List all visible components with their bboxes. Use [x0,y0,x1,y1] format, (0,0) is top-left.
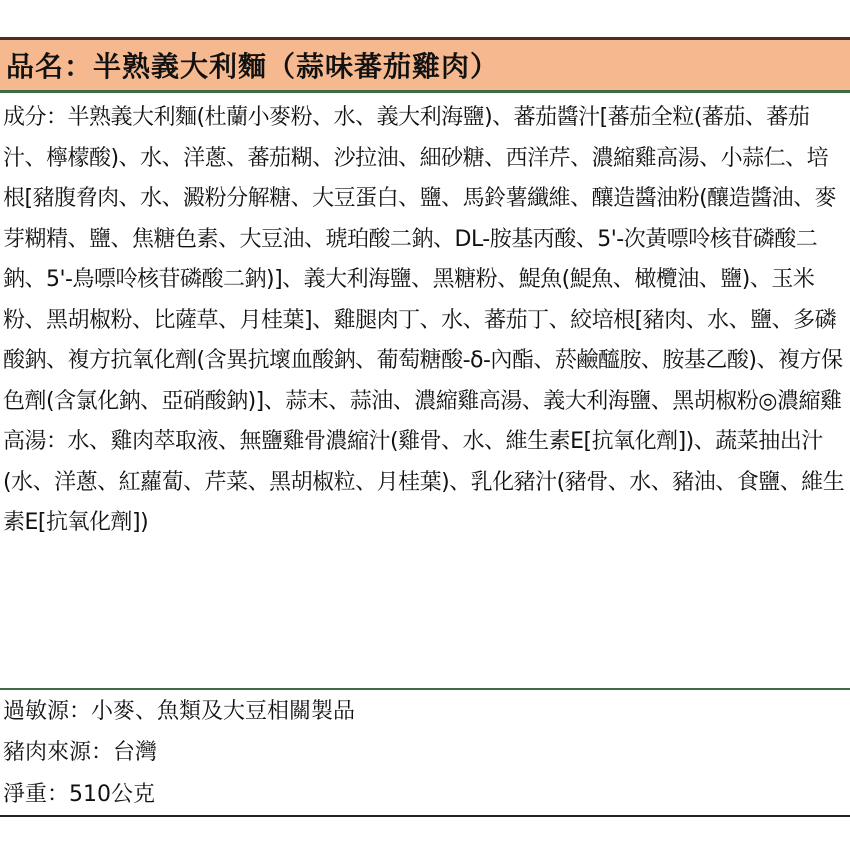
product-name-title: 品名：半熟義大利麵（蒜味蕃茄雞肉） [0,37,850,93]
section-divider [0,688,850,690]
bottom-divider [0,815,850,817]
ingredients-text: 成分：半熟義大利麵(杜蘭小麥粉、水、義大利海鹽)、蕃茄醬汁[蕃茄全粒(蕃茄、蕃茄汁、檸檬酸)、水、洋蔥、蕃茄糊、沙拉油、細砂糖、西洋芹、濃縮雞高湯、小蒜仁、培根[豬腹脅肉、水、澱粉分解糖、大豆蛋白、鹽、馬鈴薯纖維、釀造醬油粉(釀造醬油、麥芽糊精、鹽、焦糖色素、大豆油、琥珀酸二鈉、DL-胺基丙酸、5'-次黃嘌呤核苷磷酸二鈉、5'-鳥嘌呤核苷磷酸二鈉)]、義大利海鹽、黑糖粉、鯷魚(鯷魚、橄欖油、鹽)、玉米粉、黑胡椒粉、比薩草、月桂葉]、雞腿肉丁、水、蕃茄丁、絞培根[豬肉、水、鹽、多磷酸鈉、複方抗氧化劑(含異抗壞血酸鈉、葡萄糖酸-δ-內酯、菸鹼醯胺、胺基乙酸)、複方保色劑(含氯化鈉、亞硝酸鈉)]、蒜末、蒜油、濃縮雞高湯、義大利海鹽、黑胡椒粉◎濃縮雞高湯：水、雞肉萃取液、無鹽雞骨濃縮汁(雞骨、水、維生素E[抗氧化劑])、蔬菜抽出汁(水、洋蔥、紅蘿蔔、芹菜、黑胡椒粒、月桂葉)、乳化豬汁(豬骨、水、豬油、食鹽、維生素E[抗氧化劑]) [3,105,845,535]
allergen-info: 過敏源：小麥、魚類及大豆相關製品 [3,699,356,724]
net-weight-info: 淨重：510公克 [3,782,155,807]
pork-origin-info: 豬肉來源：台灣 [3,740,158,765]
